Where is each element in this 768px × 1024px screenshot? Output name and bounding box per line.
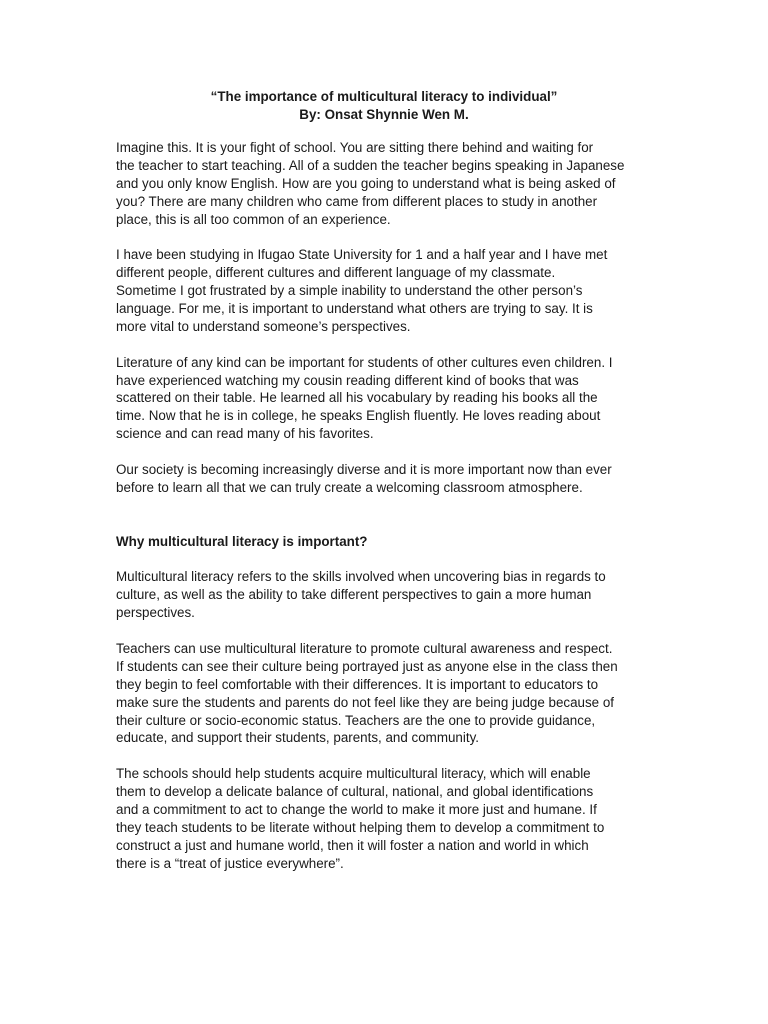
paragraph-line: and you only know English. How are you going to understand what is being asked of <box>116 175 616 191</box>
paragraph-line: the teacher to start teaching. All of a sudden the teacher begins speaking in Japanese <box>116 157 625 173</box>
paragraph-line: more vital to understand someone’s perspectives. <box>116 318 411 334</box>
paragraph <box>116 765 656 872</box>
paragraph-line: have experienced watching my cousin reading different kind of books that was <box>116 372 579 388</box>
paragraph <box>116 461 656 497</box>
paragraph-line: their culture or socio-economic status. Teachers are the one to provide guidance, <box>116 712 596 728</box>
body-text <box>116 139 656 890</box>
paragraph <box>116 640 656 747</box>
paragraph-line: they teach students to be literate without helping them to develop a commitment to <box>116 819 605 835</box>
paragraph <box>116 246 656 335</box>
paragraph-line: Sometime I got frustrated by a simple inability to understand the other person’s <box>116 283 583 299</box>
paragraph-line: I have been studying in Ifugao State University for 1 and a half year and I have met <box>116 247 608 263</box>
paragraph-line: you? There are many children who came from different places to study in another <box>116 193 598 209</box>
paragraph-line: The schools should help students acquire multicultural literacy, which will enable <box>116 766 591 782</box>
paragraph <box>116 568 656 622</box>
paragraph-line: educate, and support their students, parents, and community. <box>116 730 479 746</box>
paragraph-line: culture, as well as the ability to take different perspectives to gain a more human <box>116 587 592 603</box>
paragraph <box>116 354 656 443</box>
section-two <box>116 568 656 872</box>
paragraph-line: construct a just and humane world, then it will foster a nation and world in which <box>116 837 589 853</box>
paragraph-line: language. For me, it is important to understand what others are trying to say. It is <box>116 301 593 317</box>
paragraph-line: and a commitment to act to change the world to make it more just and humane. If <box>116 801 597 817</box>
paragraph-line: science and can read many of his favorites. <box>116 426 374 442</box>
paragraph-line: make sure the students and parents do not feel like they are being judge because of <box>116 694 615 710</box>
paragraph-line: them to develop a delicate balance of cultural, national, and global identifications <box>116 784 594 800</box>
paragraph-line: If students can see their culture being portrayed just as anyone else in the class then <box>116 658 618 674</box>
paragraph-line: Teachers can use multicultural literature to promote cultural awareness and respect. <box>116 640 613 656</box>
title-block <box>0 88 768 124</box>
paragraph-line: perspectives. <box>116 605 195 621</box>
paragraph-line: scattered on their table. He learned all his vocabulary by reading his books all the <box>116 390 598 406</box>
paragraph-line: before to learn all that we can truly create a welcoming classroom atmosphere. <box>116 479 583 495</box>
section-heading: Why multicultural literacy is important? <box>116 533 368 549</box>
paragraph-line: they begin to feel comfortable with their differences. It is important to educators to <box>116 676 599 692</box>
section-one <box>116 139 656 497</box>
paragraph-line: Imagine this. It is your fight of school. You are sitting there behind and waiting for <box>116 140 594 155</box>
author-line: By: Onsat Shynnie Wen M. <box>299 106 469 122</box>
paragraph-line: Multicultural literacy refers to the skills involved when uncovering bias in regards to <box>116 569 606 585</box>
paragraph-line: Literature of any kind can be important for students of other cultures even children. I <box>116 354 613 370</box>
paragraph-line: different people, different cultures and different language of my classmate. <box>116 265 556 281</box>
paragraph-line: place, this is all too common of an experience. <box>116 211 391 227</box>
paragraph <box>116 139 656 228</box>
paragraph-line: Our society is becoming increasingly diverse and it is more important now than ever <box>116 462 612 478</box>
document-title: “The importance of multicultural literacy to individual” <box>210 89 558 104</box>
paragraph-line: there is a “treat of justice everywhere”. <box>116 855 344 871</box>
paragraph-line: time. Now that he is in college, he speaks English fluently. He loves reading about <box>116 408 601 424</box>
